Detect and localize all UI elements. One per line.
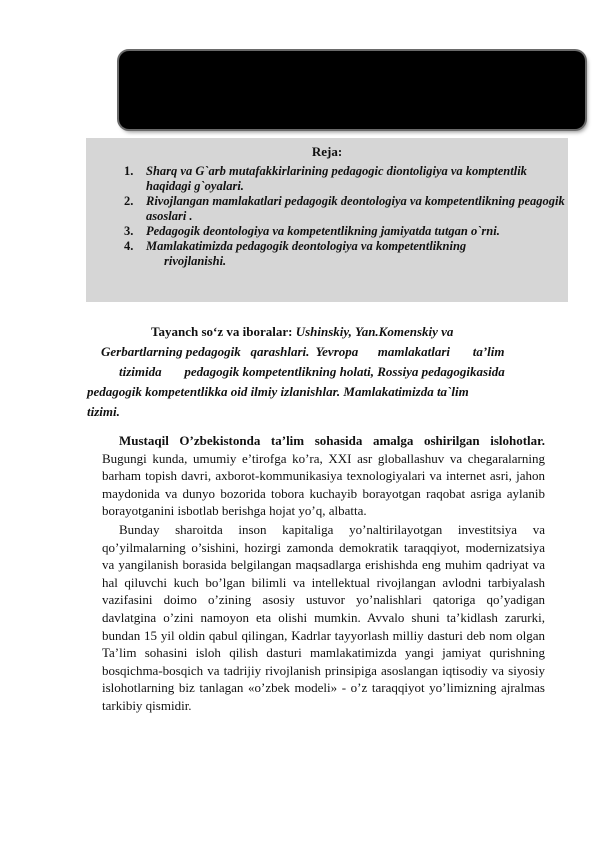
plan-item xyxy=(124,164,572,194)
keywords-line: tizimida pedagogik kompetentlikning holati, Rossiya pedagogikasida xyxy=(119,364,505,379)
plan-item-number: 4. xyxy=(124,239,134,253)
paragraph-heading: Mustaqil O’zbekistonda ta’lim sohasida amalga oshirilgan islohotlar. xyxy=(119,433,545,448)
body-text xyxy=(102,432,545,715)
keywords-text: Ushinskiy, Yan.Komenskiy va xyxy=(292,324,454,339)
plan-item-text: Rivojlangan mamlakatlari pedagogik deontologiya va kompetentlikning peagogik asoslari . xyxy=(146,194,565,223)
keywords-section xyxy=(87,322,545,422)
keywords-line: tizimi. xyxy=(87,404,120,419)
plan-item-text: Sharq va G`arb mutafakkirlarining pedagogic diontoligiya va komptentlik haqidagi g`oyalari. xyxy=(146,164,527,193)
plan-item xyxy=(124,239,572,269)
keywords-line xyxy=(101,322,545,342)
paragraph: Bunday sharoitda inson kapitaliga yo’naltirilayotgan investitsiya va qo’yilmalarning o’sishini, hozirgi zamonda demokratik taraqqiyot, modernizatsiya va yangilanish borasida belgilangan maqsadlarga erishishda eng muhim qadriyat va hal qiluvchi kuch bo’lgan bilimli va intellektual rivojlangan avlodni tarbiyalash vazifasini doimo o’zining asosiy ustuvor yo’nalishlari qatoriga qo’yadigan davlatgina o’zini namoyon eta olishi mumkin. Avvalo shuni ta’kidlash zarurki, bundan 15 yil oldin qabul qilingan, Kadrlar tayyorlash milliy dasturi deb nom olgan Ta’lim sohasini isloh qilish dasturi mamlakatimizda yangi jamiyat qurishning bosqichma-bosqich va tadrijiy rivojlanish prinsipiga asoslangan iqtisodiy va siyosiy islohotlarning biz tanlagan «o’zbek modeli» - o’z taraqqiyot yo’limizning ajralmas tarkibiy qismidir. xyxy=(102,521,545,713)
plan-item-number: 2. xyxy=(124,194,134,208)
plan-item-number: 1. xyxy=(124,164,134,178)
plan-item-text: Pedagogik deontologiya va kompetentlikning jamiyatda tutgan o`rni. xyxy=(146,224,500,238)
plan-title: Reja: xyxy=(311,144,343,159)
paragraph xyxy=(102,432,545,520)
keywords-line: pedagogik kompetentlikka oid ilmiy izlanishlar. Mamlakatimizda ta`lim xyxy=(87,384,469,399)
plan-list xyxy=(124,164,572,269)
plan-item-text-continued: rivojlanishi. xyxy=(164,254,227,268)
plan-item xyxy=(124,224,572,239)
plan-item-number: 3. xyxy=(124,224,134,238)
keywords-line: Gerbartlarning pedagogik qarashlari. Yevropa mamlakatlari ta’lim xyxy=(101,344,505,359)
paragraph-text: Bugungi kunda, umumiy e’tirofga ko’ra, XXI asr globallashuv va chegaralarning barham topish davri, axborot-kommunikasiya texnologiyalari va internet asri, jahon maydonida va dunyo bozorida tobora kuchayib borayotgan raqobat asriga aylanib borayotganini isbotlab berishga hojat yo’q, albatta. xyxy=(102,450,545,519)
plan-box xyxy=(86,138,568,302)
plan-item-text: Mamlakatimizda pedagogik deontologiya va kompetentlikning xyxy=(146,239,467,253)
plan-item xyxy=(124,194,572,224)
keywords-label: Tayanch so‘z va iboralar: xyxy=(151,324,293,339)
title-banner xyxy=(119,51,585,129)
